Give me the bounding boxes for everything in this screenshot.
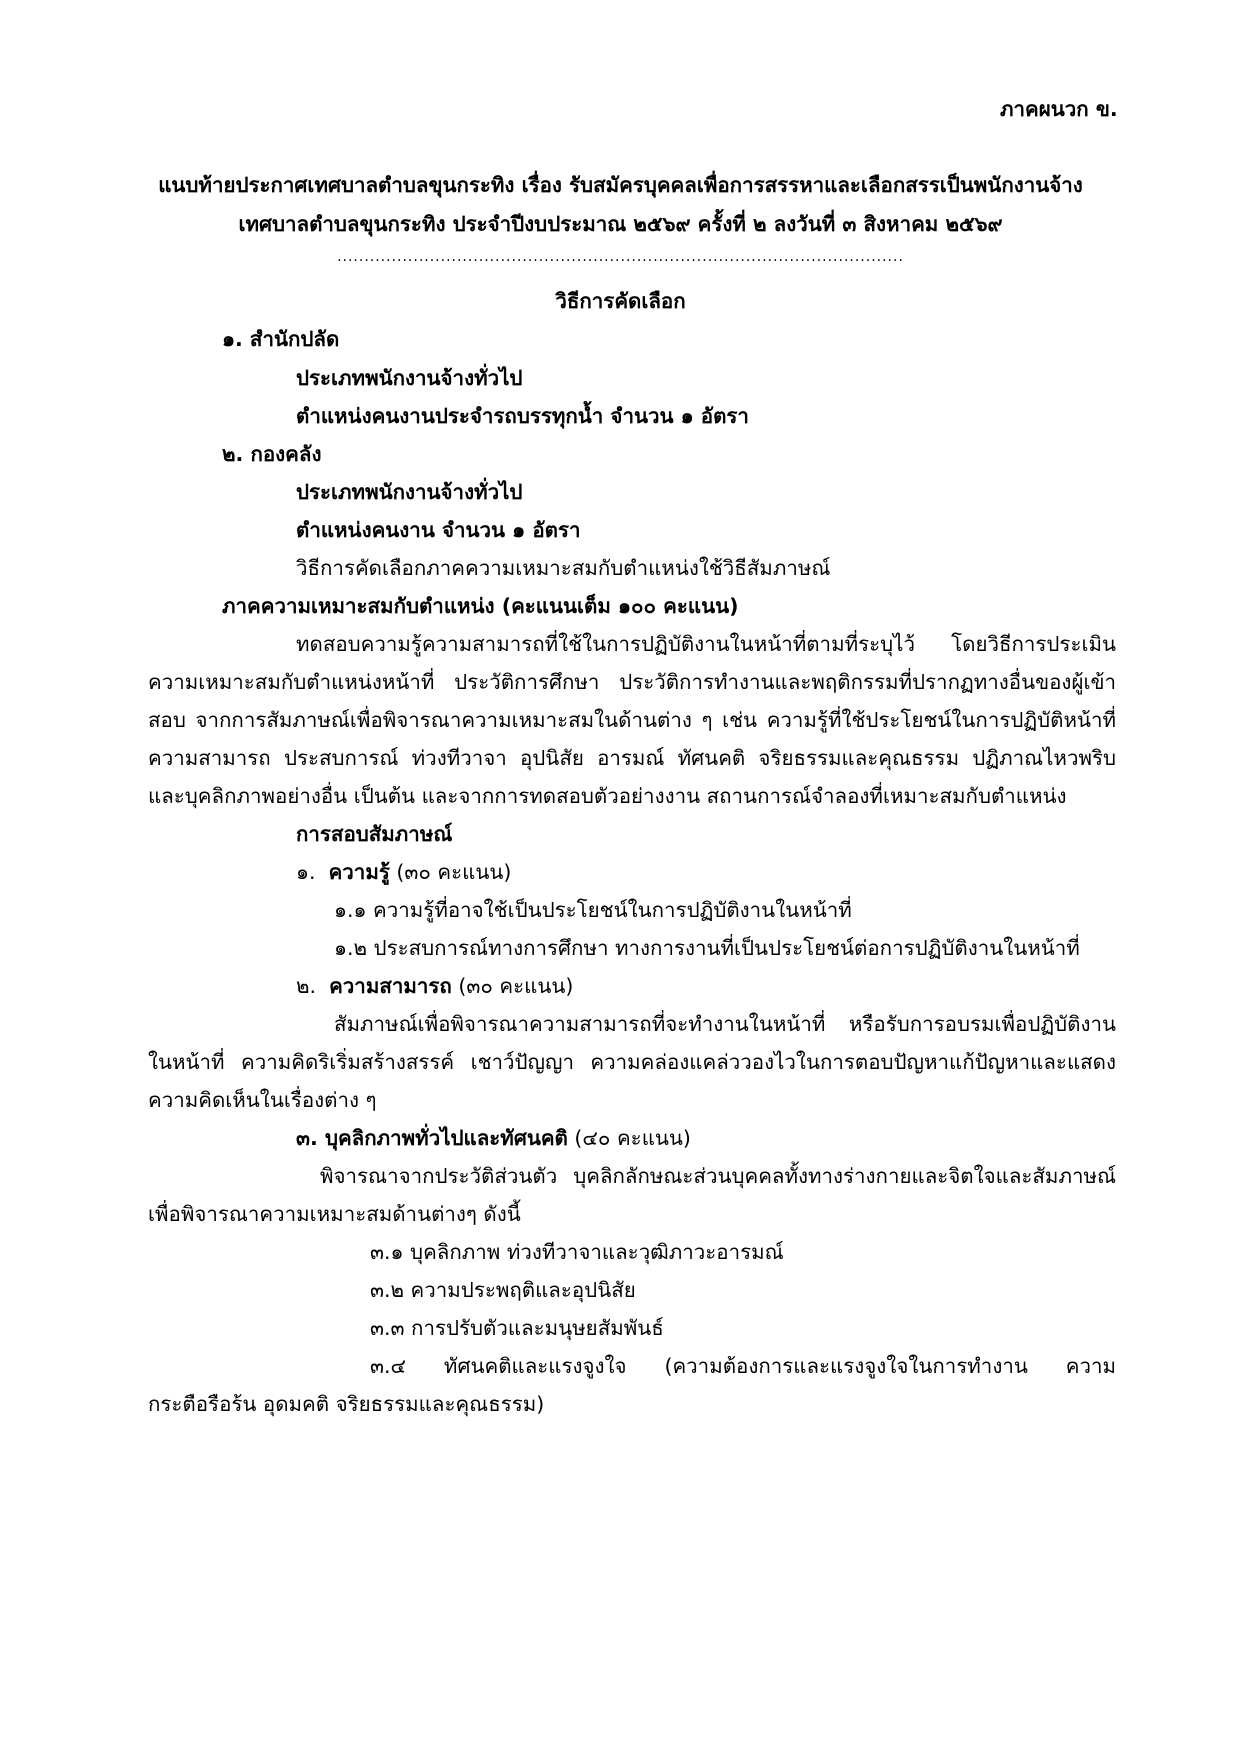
divider: ........................................................................................................ <box>337 249 904 265</box>
paragraph-line: ทดสอบความรู้ความสามารถที่ใช้ในการปฏิบัติงานในหน้าที่ตามที่ระบุไว้ โดยวิธีการประเมิน <box>296 632 1116 656</box>
sub-item: ๑.๒ ประสบการณ์ทางการศึกษา ทางการงานที่เป็นประโยชน์ต่อการปฏิบัติงานในหน้าที่ <box>334 936 1080 960</box>
sub-item: ๓.๑ บุคลิกภาพ ท่วงทีวาจาและวุฒิภาวะอารมณ์ <box>370 1240 784 1264</box>
criterion-number: ๑. <box>296 860 316 884</box>
paragraph-line: กระตือรือร้น อุดมคติ จริยธรรมและคุณธรรม) <box>148 1392 545 1416</box>
doc-title-line1: แนบท้ายประกาศเทศบาลตำบลขุนกระทิง เรื่อง รับสมัครบุคคลเพื่อการสรรหาและเลือกสรรเป็นพนักงานจ้าง <box>158 173 1083 197</box>
employee-type: ประเภทพนักงานจ้างทั่วไป <box>296 480 523 504</box>
sub-item: ๓.๓ การปรับตัวและมนุษยสัมพันธ์ <box>370 1316 664 1340</box>
criterion-ability <box>296 975 573 998</box>
criterion-points: (๓๐ คะแนน) <box>458 974 574 998</box>
paragraph-line: สัมภาษณ์เพื่อพิจารณาความสามารถที่จะทำงานในหน้าที่ หรือรับการอบรมเพื่อปฏิบัติงาน <box>334 1012 1116 1036</box>
sub-item: ๑.๑ ความรู้ที่อาจใช้เป็นประโยชน์ในการปฏิบัติงานในหน้าที่ <box>334 898 852 922</box>
unit-heading: ๑. สำนักปลัด <box>222 327 340 351</box>
criterion-knowledge <box>296 861 511 884</box>
sub-item: ๓.๔ ทัศนคติและแรงจูงใจ (ความต้องการและแรงจูงใจในการทำงาน ความ <box>370 1354 1116 1378</box>
paragraph-line: ในหน้าที่ ความคิดริเริ่มสร้างสรรค์ เชาว์ปัญญา ความคล่องแคล่ววองไวในการตอบปัญหาแก้ปัญหาและแสดง <box>148 1050 1116 1074</box>
criterion-label: ความรู้ <box>328 860 390 884</box>
section-title: วิธีการคัดเลือก <box>555 289 686 313</box>
method-note: วิธีการคัดเลือกภาคความเหมาะสมกับตำแหน่งใช้วิธีสัมภาษณ์ <box>296 556 831 580</box>
employee-type: ประเภทพนักงานจ้างทั่วไป <box>296 366 523 390</box>
criterion-label: ความสามารถ <box>329 974 452 998</box>
interview-heading: การสอบสัมภาษณ์ <box>296 822 453 846</box>
position-line: ตำแหน่งคนงานประจำรถบรรทุกน้ำ จำนวน ๑ อัตรา <box>296 404 749 428</box>
paragraph-line: เพื่อพิจารณาความเหมาะสมด้านต่างๆ ดังนี้ <box>148 1202 521 1226</box>
paragraph-line: พิจารณาจากประวัติส่วนตัว บุคลิกลักษณะส่วนบุคคลทั้งทางร่างกายและจิตใจและสัมภาษณ์ <box>320 1164 1116 1188</box>
paragraph-line: ความเหมาะสมกับตำแหน่งหน้าที่ ประวัติการศึกษา ประวัติการทำงานและพฤติกรรมที่ปรากฏทางอื่นของผู้เข้า <box>148 670 1116 694</box>
sub-item: ๓.๒ ความประพฤติและอุปนิสัย <box>370 1278 636 1302</box>
appendix-label: ภาคผนวก ข. <box>1000 97 1118 121</box>
criterion-label: ๓. บุคลิกภาพทั่วไปและทัศนคติ <box>296 1126 568 1150</box>
suitability-heading: ภาคความเหมาะสมกับตำแหน่ง (คะแนนเต็ม ๑๐๐ คะแนน) <box>222 594 739 618</box>
criterion-points: (๓๐ คะแนน) <box>396 860 512 884</box>
paragraph-line: สอบ จากการสัมภาษณ์เพื่อพิจารณาความเหมาะสมในด้านต่าง ๆ เช่น ความรู้ที่ใช้ประโยชน์ในการปฏิบัติหน้าที่ <box>148 708 1116 732</box>
paragraph-line: ความสามารถ ประสบการณ์ ท่วงทีวาจา อุปนิสัย อารมณ์ ทัศนคติ จริยธรรมและคุณธรรม ปฏิภาณไหวพริบ <box>148 746 1116 770</box>
criterion-number: ๒. <box>296 974 317 998</box>
criterion-points: (๔๐ คะแนน) <box>574 1126 691 1150</box>
paragraph-line: ความคิดเห็นในเรื่องต่าง ๆ <box>148 1088 377 1112</box>
paragraph-line: และบุคลิกภาพอย่างอื่น เป็นต้น และจากการทดสอบตัวอย่างงาน สถานการณ์จำลองที่เหมาะสมกับตำแหน่ง <box>148 784 1067 808</box>
criterion-personality <box>296 1127 691 1150</box>
unit-heading: ๒. กองคลัง <box>222 442 322 466</box>
doc-title-line2: เทศบาลตำบลขุนกระทิง ประจำปีงบประมาณ ๒๕๖๙ ครั้งที่ ๒ ลงวันที่ ๓ สิงหาคม ๒๕๖๙ <box>238 212 1003 236</box>
position-line: ตำแหน่งคนงาน จำนวน ๑ อัตรา <box>296 518 581 542</box>
